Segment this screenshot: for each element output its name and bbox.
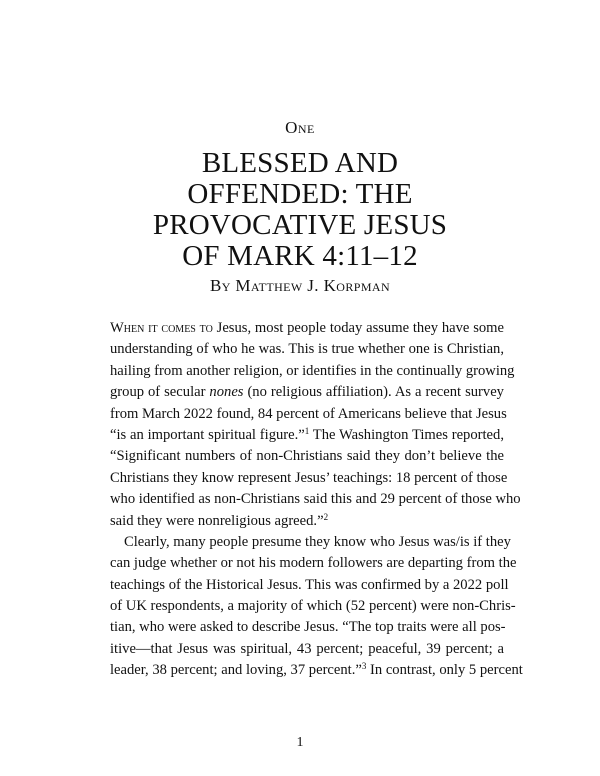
- lead-in-small-caps: When it comes to: [110, 320, 213, 336]
- footnote-marker: 2: [323, 511, 329, 522]
- text-line: understanding of who he was. This is true whether one is Christian,: [110, 341, 504, 358]
- text-line: When it comes to Jesus, most people today assume they have some: [110, 320, 504, 336]
- chapter-title-line: BLESSED AND: [201, 147, 399, 179]
- text-line: leader, 38 percent; and loving, 37 percent.”$^3$ In contrast, only 5 percent: [110, 661, 523, 679]
- text-line: group of secular nones (no religious affiliation). As a recent survey: [110, 384, 504, 401]
- chapter-title-line: OF MARK 4:11–12: [182, 240, 418, 272]
- emphasis-nones: nones: [209, 384, 244, 401]
- text-line: hailing from another religion, or identifies in the continually growing: [110, 362, 515, 379]
- text-line: teachings of the Historical Jesus. This was confirmed by a 2022 poll: [110, 576, 509, 593]
- paragraph: [110, 532, 523, 682]
- paragraph: [110, 318, 521, 532]
- text-line: who identified as non-Christians said this and 29 percent of those who: [110, 491, 521, 508]
- text-line: from March 2022 found, 84 percent of Americans believe that Jesus: [110, 405, 507, 422]
- text-line: “is an important spiritual figure.”$^1$ The Washington Times reported,: [110, 425, 504, 443]
- footnote-marker: 3: [361, 661, 367, 672]
- chapter-label: One: [285, 118, 315, 137]
- text-line: can judge whether or not his modern followers are departing from the: [110, 555, 517, 572]
- text-line: “Significant numbers of non-Christians said they don’t believe the: [110, 448, 504, 465]
- chapter-title-line: OFFENDED: THE: [187, 178, 413, 210]
- text-line: Christians they know represent Jesus’ teachings: 18 percent of those: [110, 469, 508, 486]
- body-text: [110, 318, 523, 682]
- text-line: tian, who were asked to describe Jesus. “The top traits were all pos-: [110, 619, 506, 636]
- text-line: of UK respondents, a majority of which (52 percent) were non-Chris-: [110, 598, 516, 615]
- chapter-title-line: PROVOCATIVE JESUS: [152, 209, 448, 241]
- footnote-marker: 1: [304, 425, 310, 436]
- text-line: said they were nonreligious agreed.”$^2$: [110, 511, 329, 529]
- text-line: itive—that Jesus was spiritual, 43 percent; peaceful, 39 percent; a: [110, 640, 504, 657]
- text-line: Clearly, many people presume they know who Jesus was/is if they: [124, 533, 511, 550]
- chapter-title: [100, 148, 500, 272]
- page-number: 1: [296, 735, 304, 750]
- author-byline: By Matthew J. Korpman: [209, 276, 391, 295]
